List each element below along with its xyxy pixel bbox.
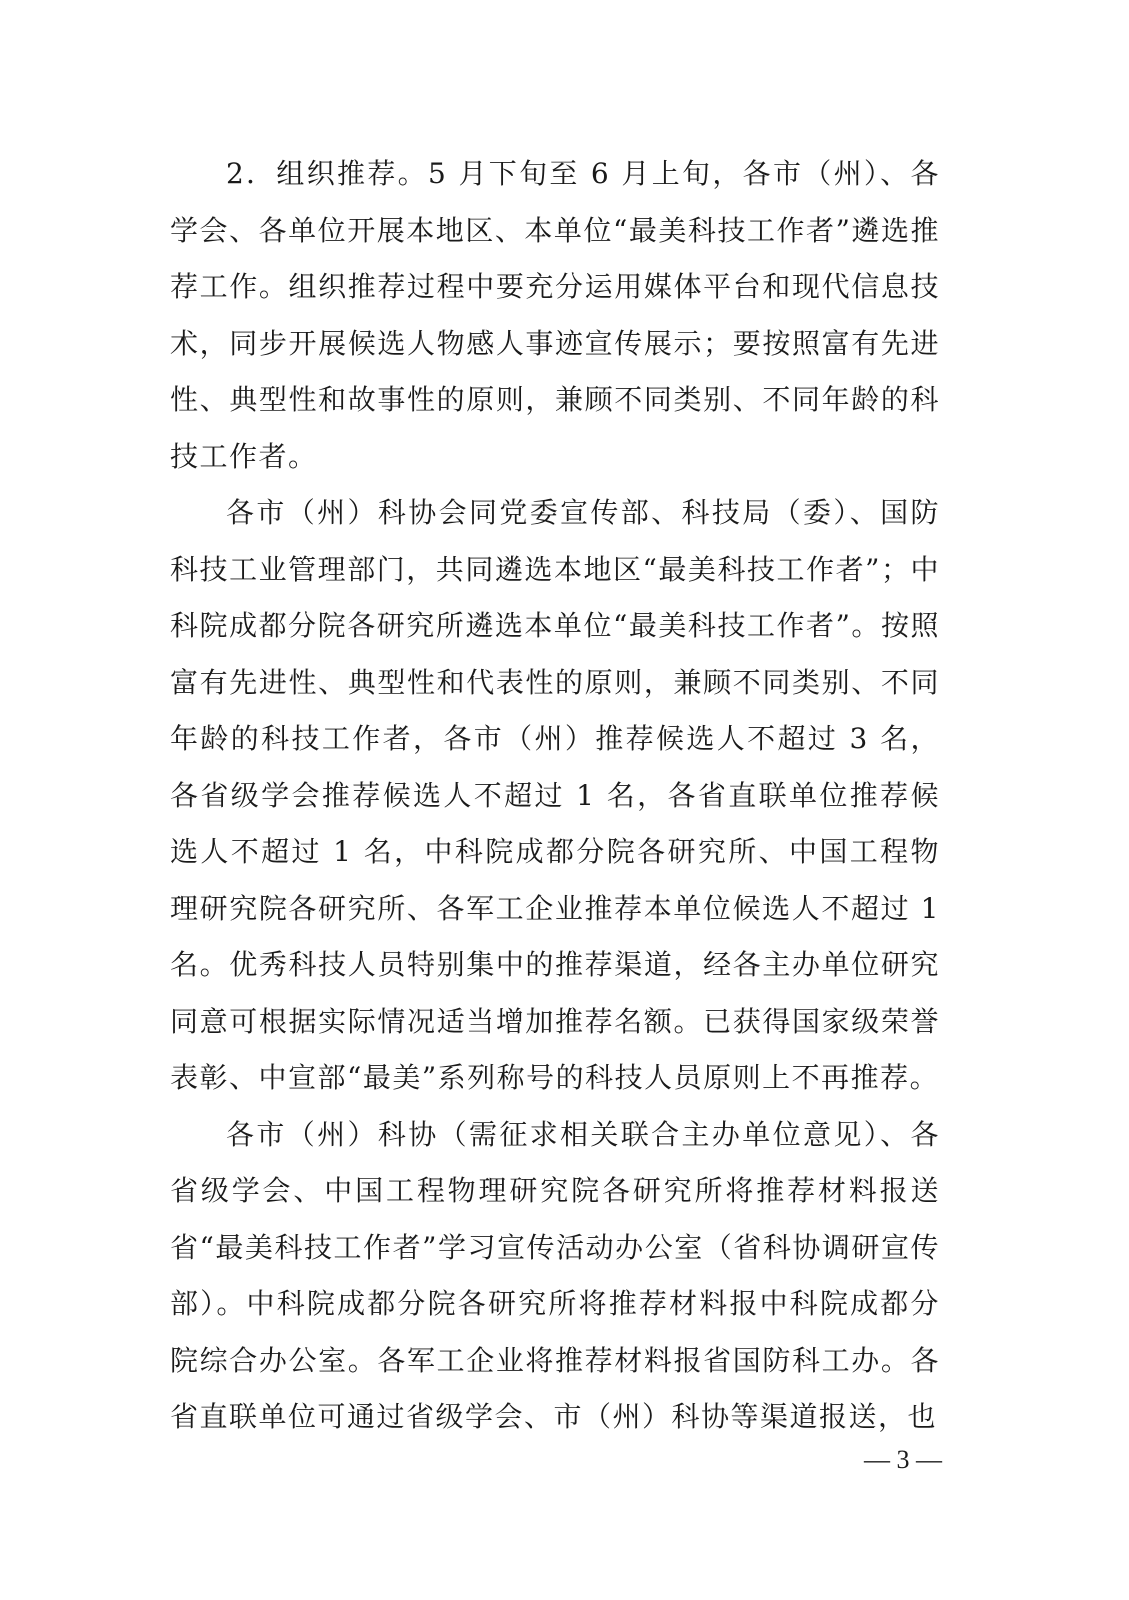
- body-text: [170, 146, 940, 1446]
- page-number: — 3 —: [864, 1445, 942, 1474]
- paragraph-submission: 各市（州）科协（需征求相关联合主办单位意见）、各省级学会、中国工程物理研究院各研究所将推荐材料报送省“最美科技工作者”学习宣传活动办公室（省科协调研宣传部）。中科院成都分院各研究所将推荐材料报中科院成都分院综合办公室。各军工企业将推荐材料报省国防科工办。各省直联单位可通过省级学会、市（州）科协等渠道报送，也: [170, 1117, 940, 1433]
- paragraph-organize-recommend: 2．组织推荐。5 月下旬至 6 月上旬，各市（州）、各学会、各单位开展本地区、本单位“最美科技工作者”遴选推荐工作。组织推荐过程中要充分运用媒体平台和现代信息技术，同步开展候选人物感人事迹宣传展示；要按照富有先进性、典型性和故事性的原则，兼顾不同类别、不同年龄的科技工作者。: [170, 157, 940, 473]
- paragraph-selection-quota: 各市（州）科协会同党委宣传部、科技局（委）、国防科技工业管理部门，共同遴选本地区“最美科技工作者”；中科院成都分院各研究所遴选本单位“最美科技工作者”。按照富有先进性、典型性和代表性的原则，兼顾不同类别、不同年龄的科技工作者，各市（州）推荐候选人不超过 3 名，各省级学会推荐候选人不超过 1 名，各省直联单位推荐候选人不超过 1 名，中科院成都分院各研究所、中国工程物理研究院各研究所、各军工企业推荐本单位候选人不超过 1 名。优秀科技人员特别集中的推荐渠道，经各主办单位研究同意可根据实际情况适当增加推荐名额。已获得国家级荣誉表彰、中宣部“最美”系列称号的科技人员原则上不再推荐。: [170, 496, 940, 1094]
